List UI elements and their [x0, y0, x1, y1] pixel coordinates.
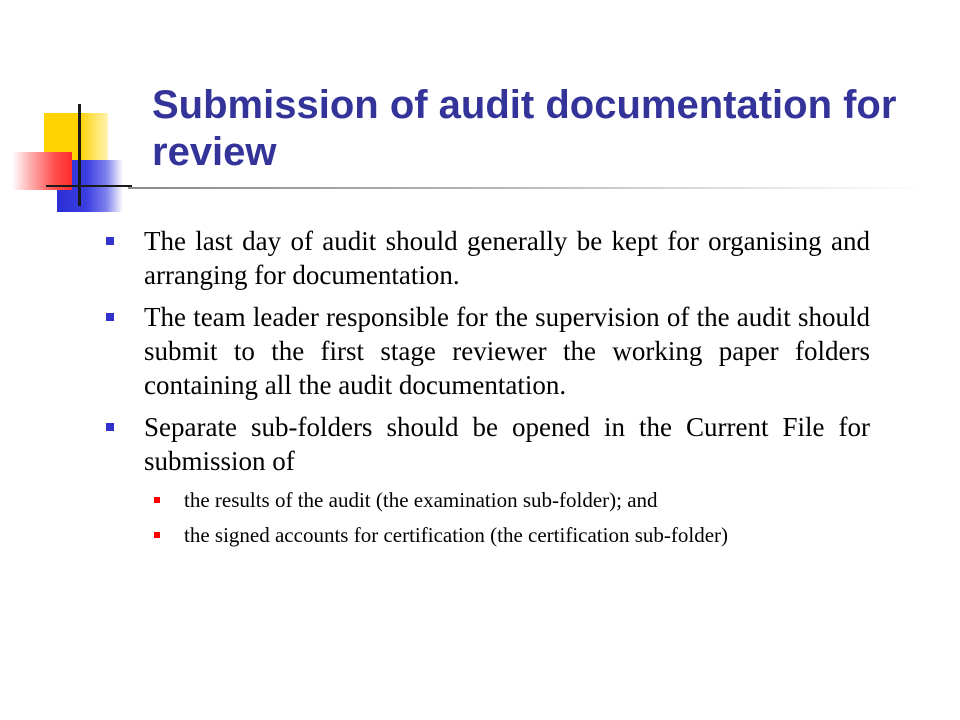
sub-bullet-text: the signed accounts for certification (the certification sub-folder): [184, 523, 729, 547]
bullet-item: [106, 410, 870, 478]
bullet-item: [106, 224, 870, 292]
slide-content: [106, 224, 870, 556]
slide-title: Submission of audit documentation for review: [152, 83, 897, 174]
vertical-line-decoration: [78, 104, 81, 206]
sub-bullet-item: [154, 521, 870, 550]
sub-bullet-list: [154, 486, 870, 550]
sub-bullet-text: the results of the audit (the examination sub-folder); and: [184, 488, 658, 512]
sub-bullet-item: [154, 486, 870, 515]
bullet-square-icon: [106, 237, 114, 245]
bullet-text: The team leader responsible for the supervision of the audit should submit to the first stage reviewer the working paper folders containing all the audit documentation.: [144, 302, 870, 400]
bullet-square-icon: [106, 423, 114, 431]
horizontal-line-decoration: [46, 185, 132, 187]
sub-bullet-square-icon: [154, 532, 160, 538]
sub-bullet-square-icon: [154, 497, 160, 503]
title-underline: [128, 187, 928, 189]
bullet-item: [106, 300, 870, 402]
bullet-text: The last day of audit should generally be kept for organising and arranging for documentation.: [144, 226, 870, 290]
bullet-square-icon: [106, 313, 114, 321]
bullet-text: Separate sub-folders should be opened in the Current File for submission of: [144, 412, 870, 476]
